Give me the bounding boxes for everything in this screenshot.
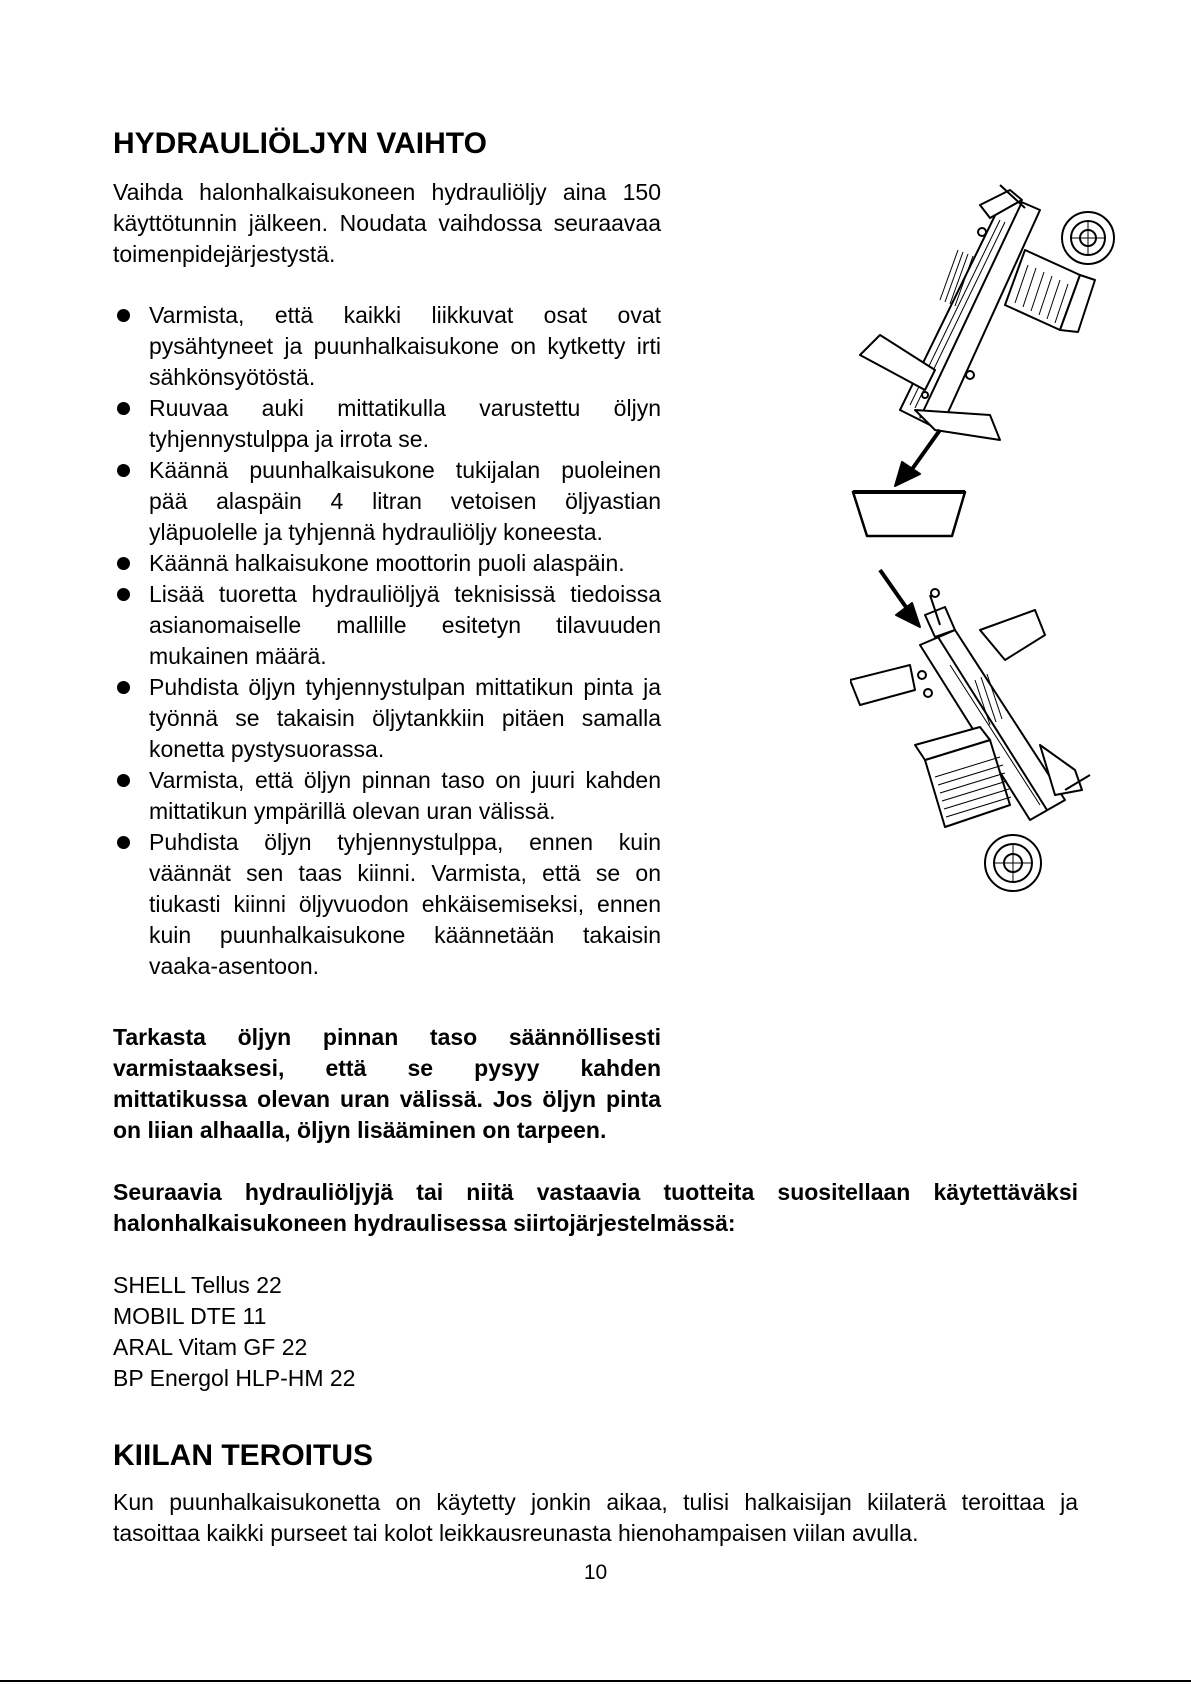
oil-item: BP Energol HLP-HM 22 [113, 1365, 356, 1391]
list-item [113, 455, 661, 548]
note-text: Tarkasta öljyn pinnan taso säännöllisesti varmistaaksesi, että se pysyy kahden mittatikussa olevan uran välissä. Jos öljyn pinta on liian alhaalla, öljyn lisääminen on tarpeen. [113, 1024, 661, 1143]
sharpening-paragraph [113, 1487, 1078, 1549]
list-item-text: Varmista, että öljyn pinnan taso on juuri kahden mittatikun ympärillä olevan uran välissä. [149, 767, 661, 824]
bullet-icon [117, 681, 130, 694]
drain-oil-illustration [840, 180, 1130, 550]
bullet-icon [117, 557, 130, 570]
list-item-text: Lisää tuoretta hydrauliöljyä teknisissä tiedoissa asianomaiselle mallille esitetyn tilavuuden mukainen määrä. [149, 581, 661, 669]
recommendation-paragraph [113, 1177, 1078, 1239]
list-item [113, 827, 661, 982]
list-item-text: Käännä halkaisukone moottorin puoli alaspäin. [149, 550, 625, 576]
oil-item: ARAL Vitam GF 22 [113, 1334, 308, 1360]
bullet-icon [117, 774, 130, 787]
oil-list [113, 1270, 1078, 1394]
bullet-icon [117, 309, 130, 322]
intro-paragraph [113, 177, 661, 270]
bullet-icon [117, 402, 130, 415]
list-item [113, 548, 661, 579]
list-item [113, 300, 661, 393]
list-item [113, 765, 661, 827]
oil-level-note [113, 1022, 661, 1146]
bullet-icon [117, 588, 130, 601]
bottom-rule [0, 1680, 1191, 1682]
intro-text: Vaihda halonhalkaisukoneen hydrauliöljy aina 150 käyttötunnin jälkeen. Noudata vaihdossa seuraavaa toimenpidejärjestystä. [113, 179, 661, 267]
instruction-list [113, 300, 661, 982]
bullet-icon [117, 836, 130, 849]
list-item [113, 393, 661, 455]
recommendation-text: Seuraavia hydrauliöljyjä tai niitä vastaavia tuotteita suositellaan käytettäväksi halonhalkaisukoneen hydraulisessa siirtojärjestelmässä: [113, 1179, 1078, 1236]
page-number: 10 [583, 1561, 608, 1584]
section-title-wedge-sharpening: KIILAN TEROITUS [113, 1439, 373, 1472]
oil-item: SHELL Tellus 22 [113, 1272, 282, 1298]
section-title-oil-change: HYDRAULIÖLJYN VAIHTO [113, 127, 487, 160]
sharpening-text: Kun puunhalkaisukonetta on käytetty jonkin aikaa, tulisi halkaisijan kiilaterä teroittaa ja tasoittaa kaikki purseet tai kolot leikkausreunasta hienohampaisen viilan avulla. [113, 1489, 1078, 1546]
list-item-text: Ruuvaa auki mittatikulla varustettu öljyn tyhjennystulppa ja irrota se. [149, 395, 661, 452]
list-item-text: Varmista, että kaikki liikkuvat osat ovat pysähtyneet ja puunhalkaisukone on kytketty irti sähkönsyötöstä. [149, 302, 661, 390]
list-item [113, 672, 661, 765]
oil-item: MOBIL DTE 11 [113, 1303, 267, 1329]
list-item-text: Käännä puunhalkaisukone tukijalan puoleinen pää alaspäin 4 litran vetoisen öljyastian yläpuolelle ja tyhjennä hydrauliöljy koneesta. [149, 457, 661, 545]
list-item-text: Puhdista öljyn tyhjennystulpan mittatikun pinta ja työnnä se takaisin öljytankkiin pitäen samalla konetta pystysuorassa. [149, 674, 661, 762]
bullet-icon [117, 464, 130, 477]
list-item-text: Puhdista öljyn tyhjennystulppa, ennen kuin väännät sen taas kiinni. Varmista, että se on tiukasti kiinni öljyvuodon ehkäisemiseksi, ennen kuin puunhalkaisukone käännetään takaisin vaaka-asentoon. [149, 829, 661, 979]
fill-oil-illustration [850, 565, 1130, 910]
list-item [113, 579, 661, 672]
